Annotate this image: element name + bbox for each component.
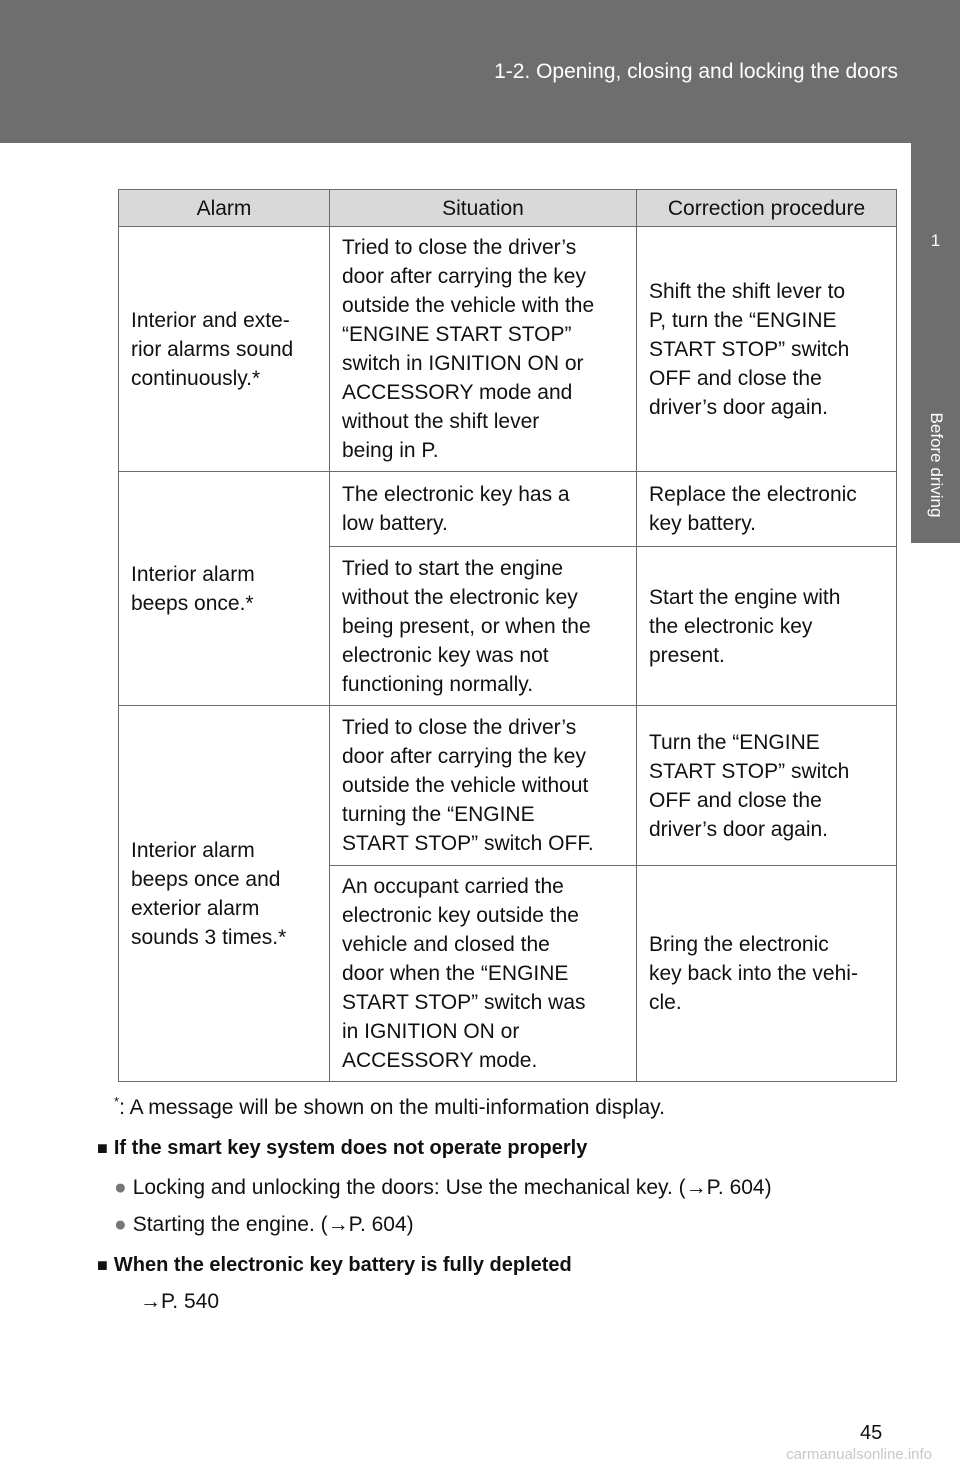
header-correction: Correction procedure	[637, 190, 897, 227]
alarm-cell: Interior and exte- rior alarms sound continuously.*	[119, 227, 330, 472]
page-header	[0, 0, 960, 143]
bullet-item	[114, 1176, 772, 1200]
table-row	[119, 472, 897, 547]
square-bullet-icon: ■	[97, 1138, 108, 1158]
section-heading-text: When the electronic key battery is fully depleted	[113, 1254, 572, 1276]
chapter-title: 1-2. Opening, closing and locking the doors	[494, 60, 898, 83]
circle-bullet-icon: ●	[114, 1176, 127, 1199]
header-situation: Situation	[330, 190, 637, 227]
bullet-text: Locking and unlocking the doors: Use the mechanical key. (→P. 604)	[132, 1176, 772, 1199]
situation-cell: Tried to start the engine without the electronic key being present, or when the electronic key was not functioning normally.	[330, 547, 637, 706]
alarm-cell: Interior alarm beeps once and exterior alarm sounds 3 times.*	[119, 706, 330, 1082]
section-heading-text: If the smart key system does not operate properly	[113, 1137, 588, 1159]
table-row	[119, 706, 897, 866]
table-row	[119, 227, 897, 472]
correction-cell: Replace the electronic key battery.	[637, 472, 897, 547]
header-alarm: Alarm	[119, 190, 330, 227]
situation-cell: An occupant carried the electronic key outside the vehicle and closed the door when the “ENGINE START STOP” switch was in IGNITION ON or ACCESSORY mode.	[330, 866, 637, 1082]
square-bullet-icon: ■	[97, 1255, 108, 1275]
footnote-marker: *	[114, 1094, 120, 1109]
side-tab-label: Before driving	[926, 412, 946, 518]
section-heading	[97, 1254, 572, 1277]
circle-bullet-icon: ●	[114, 1213, 127, 1236]
watermark: carmanualsonline.info	[786, 1446, 932, 1463]
side-tab-label-box	[911, 395, 960, 535]
page-number: 45	[860, 1422, 883, 1444]
situation-cell: Tried to close the driver’s door after carrying the key outside the vehicle without turning the “ENGINE START STOP” switch OFF.	[330, 706, 637, 866]
footnote-text: : A message will be shown on the multi-information display.	[119, 1096, 665, 1119]
bullet-text: Starting the engine. (→P. 604)	[132, 1213, 414, 1236]
situation-cell: Tried to close the driver’s door after carrying the key outside the vehicle with the “ENGINE START STOP” switch in IGNITION ON or ACCESSORY mode and without the shift lever being in P.	[330, 227, 637, 472]
alarm-table	[118, 189, 897, 1082]
alarm-cell: Interior alarm beeps once.*	[119, 472, 330, 706]
section-heading	[97, 1137, 587, 1160]
page-reference: →P. 540	[140, 1290, 220, 1313]
footnote	[114, 1094, 665, 1120]
correction-cell: Start the engine with the electronic key present.	[637, 547, 897, 706]
side-tab-number: 1	[930, 231, 941, 250]
table-header-row	[119, 190, 897, 227]
correction-cell: Shift the shift lever to P, turn the “ENGINE START STOP” switch OFF and close the driver’s door again.	[637, 227, 897, 472]
bullet-item	[114, 1213, 414, 1237]
correction-cell: Bring the electronic key back into the vehi- cle.	[637, 866, 897, 1082]
situation-cell: The electronic key has a low battery.	[330, 472, 637, 547]
correction-cell: Turn the “ENGINE START STOP” switch OFF and close the driver’s door again.	[637, 706, 897, 866]
